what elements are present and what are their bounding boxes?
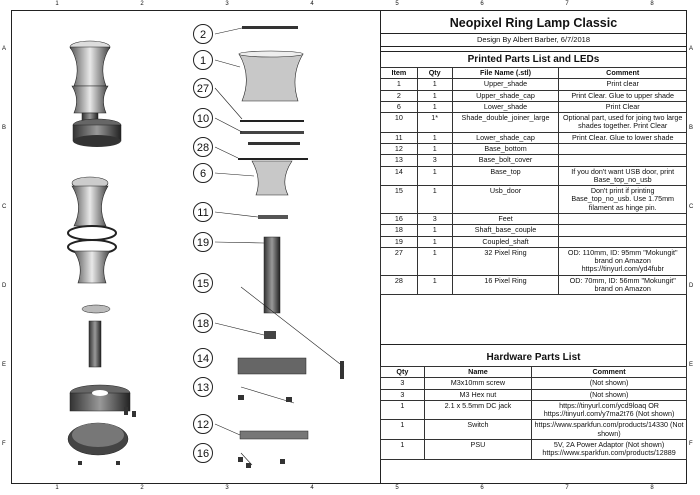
ruler-row: D xyxy=(689,283,694,289)
table-row xyxy=(381,166,687,186)
exploded-lamp xyxy=(68,177,136,465)
column-ruler-top xyxy=(11,0,687,10)
document-title: Neopixel Ring Lamp Classic xyxy=(449,16,618,30)
table-cell: Lower_shade_cap xyxy=(452,132,559,143)
table-cell: https://www.sparkfun.com/products/14330 (Not shown) xyxy=(532,420,687,440)
table-cell: 13 xyxy=(381,155,418,166)
table-cell: Don't print if printing Base_top_no_usb. Use 1.75mm filament as hinge pin. xyxy=(559,186,687,214)
table-cell: Print Clear. Glue to upper shade xyxy=(559,90,687,101)
table-cell: 14 xyxy=(381,166,418,186)
ruler-row: E xyxy=(689,362,694,368)
table-cell: Switch xyxy=(424,420,531,440)
table-cell: Base_bottom xyxy=(452,143,559,154)
row-ruler-left xyxy=(0,10,11,484)
ruler-col: 3 xyxy=(225,1,229,7)
table-cell: (Not shown) xyxy=(532,378,687,389)
table-cell: Print clear xyxy=(559,79,687,90)
ruler-row: D xyxy=(2,283,7,289)
ruler-col: 1 xyxy=(55,1,59,7)
table-row xyxy=(381,378,687,389)
ruler-row: C xyxy=(689,204,694,210)
table-cell: Lower_shade xyxy=(452,101,559,112)
table-cell: (Not shown) xyxy=(532,389,687,400)
callout-10: 10 xyxy=(193,108,213,128)
table-cell: 1 xyxy=(417,143,452,154)
ruler-row: B xyxy=(689,125,694,131)
table-cell: 6 xyxy=(381,101,418,112)
hardware-parts-heading: Hardware Parts List xyxy=(486,352,581,363)
table-cell: 27 xyxy=(381,247,418,275)
table-cell: OD: 110mm, ID: 95mm "Mokungit" brand on Amazon https://tinyurl.com/yd4fubr xyxy=(559,247,687,275)
table-header-row xyxy=(381,367,687,378)
ruler-row: A xyxy=(689,46,694,52)
ruler-col: 2 xyxy=(140,485,144,491)
callout-12: 12 xyxy=(193,414,213,434)
callout-16: 16 xyxy=(193,443,213,463)
table-row xyxy=(381,439,687,459)
table-cell: Upper_shade xyxy=(452,79,559,90)
table-cell: Coupled_shaft xyxy=(452,236,559,247)
callout-1: 1 xyxy=(193,50,213,70)
table-row xyxy=(381,213,687,224)
table-cell: 1 xyxy=(381,439,425,459)
table-cell: 1 xyxy=(417,90,452,101)
table-cell: 16 Pixel Ring xyxy=(452,275,559,295)
parts-column xyxy=(238,26,344,468)
table-cell: Usb_door xyxy=(452,186,559,214)
ruler-row: E xyxy=(2,362,7,368)
table-cell: 32 Pixel Ring xyxy=(452,247,559,275)
ruler-col: 6 xyxy=(480,1,484,7)
table-cell: If you don't want USB door, print Base_top_no_usb xyxy=(559,166,687,186)
callout-27: 27 xyxy=(193,78,213,98)
ruler-row: A xyxy=(2,46,7,52)
table-cell xyxy=(559,225,687,236)
ruler-col: 8 xyxy=(650,1,654,7)
table-cell: 19 xyxy=(381,236,418,247)
col-header: Item xyxy=(381,68,418,79)
callout-2: 2 xyxy=(193,24,213,44)
divider xyxy=(380,344,687,345)
document-subtitle: Design By Albert Barber, 6/7/2018 xyxy=(477,35,590,44)
table-cell: 2.1 x 5.5mm DC jack xyxy=(424,400,531,420)
table-row xyxy=(381,113,687,133)
ruler-row: B xyxy=(2,125,7,131)
ruler-col: 4 xyxy=(310,485,314,491)
table-cell: M3 Hex nut xyxy=(424,389,531,400)
callout-6: 6 xyxy=(193,163,213,183)
table-cell: 10 xyxy=(381,113,418,133)
table-cell: 12 xyxy=(381,143,418,154)
table-cell xyxy=(559,143,687,154)
table-row xyxy=(381,275,687,295)
table-row xyxy=(381,79,687,90)
callout-13: 13 xyxy=(193,377,213,397)
table-cell: 1 xyxy=(417,275,452,295)
callout-18: 18 xyxy=(193,313,213,333)
ruler-col: 6 xyxy=(480,485,484,491)
divider xyxy=(380,33,687,34)
callout-28: 28 xyxy=(193,137,213,157)
ruler-row: F xyxy=(689,441,693,447)
table-header-row xyxy=(381,68,687,79)
col-header: File Name (.stl) xyxy=(452,68,559,79)
table-cell: 15 xyxy=(381,186,418,214)
printed-parts-heading: Printed Parts List and LEDs xyxy=(467,54,600,65)
table-cell: Base_top xyxy=(452,166,559,186)
hardware-parts-table xyxy=(380,366,687,460)
table-cell: 1 xyxy=(417,236,452,247)
ruler-col: 7 xyxy=(565,1,569,7)
table-cell: Optional part, used for joing two large shades together. Print Clear xyxy=(559,113,687,133)
ruler-col: 5 xyxy=(395,1,399,7)
printed-parts-table xyxy=(380,67,687,295)
table-cell: 1 xyxy=(417,166,452,186)
table-row xyxy=(381,420,687,440)
table-row xyxy=(381,132,687,143)
table-cell: Upper_shade_cap xyxy=(452,90,559,101)
table-row xyxy=(381,186,687,214)
ruler-row: C xyxy=(2,204,7,210)
table-cell: 28 xyxy=(381,275,418,295)
ruler-col: 2 xyxy=(140,1,144,7)
table-cell: Shade_double_joiner_large xyxy=(452,113,559,133)
table-cell: 3 xyxy=(417,155,452,166)
table-cell: Print Clear xyxy=(559,101,687,112)
table-cell: 18 xyxy=(381,225,418,236)
table-cell: Print Clear. Glue to lower shade xyxy=(559,132,687,143)
column-ruler-bottom xyxy=(11,484,687,494)
callout-11: 11 xyxy=(193,202,213,222)
table-row xyxy=(381,225,687,236)
table-cell xyxy=(559,213,687,224)
table-row xyxy=(381,400,687,420)
table-row xyxy=(381,143,687,154)
col-header: Comment xyxy=(559,68,687,79)
col-header: Comment xyxy=(532,367,687,378)
table-cell: 11 xyxy=(381,132,418,143)
table-cell: 1 xyxy=(417,186,452,214)
table-cell: 5V, 2A Power Adaptor (Not shown) https://www.sparkfun.com/products/12889 xyxy=(532,439,687,459)
table-cell: 1 xyxy=(417,79,452,90)
table-cell: 3 xyxy=(417,213,452,224)
table-row xyxy=(381,236,687,247)
table-cell: PSU xyxy=(424,439,531,459)
callout-14: 14 xyxy=(193,348,213,368)
table-cell: 3 xyxy=(381,389,425,400)
table-cell: 16 xyxy=(381,213,418,224)
ruler-row: F xyxy=(2,441,6,447)
table-cell: 2 xyxy=(381,90,418,101)
table-row xyxy=(381,155,687,166)
table-row xyxy=(381,101,687,112)
col-header: Qty xyxy=(417,68,452,79)
table-cell: 3 xyxy=(381,378,425,389)
ruler-col: 3 xyxy=(225,485,229,491)
table-row xyxy=(381,90,687,101)
table-cell: 1 xyxy=(381,79,418,90)
table-row xyxy=(381,247,687,275)
table-cell: 1 xyxy=(417,101,452,112)
table-cell: Base_bolt_cover xyxy=(452,155,559,166)
table-row xyxy=(381,389,687,400)
ruler-col: 1 xyxy=(55,485,59,491)
ruler-col: 8 xyxy=(650,485,654,491)
table-cell xyxy=(559,236,687,247)
ruler-col: 7 xyxy=(565,485,569,491)
table-cell: 1 xyxy=(417,247,452,275)
divider xyxy=(380,51,687,52)
table-cell: https://tinyurl.com/ycd9loaq OR https://tinyurl.com/y7ma2t76 (Not shown) xyxy=(532,400,687,420)
callout-19: 19 xyxy=(193,232,213,252)
table-cell: 1 xyxy=(381,420,425,440)
table-cell: OD: 70mm, ID: 56mm "Mokungit" brand on Amazon xyxy=(559,275,687,295)
callout-15: 15 xyxy=(193,273,213,293)
table-cell: 1 xyxy=(417,132,452,143)
table-cell xyxy=(559,155,687,166)
ruler-col: 5 xyxy=(395,485,399,491)
table-cell: 1* xyxy=(417,113,452,133)
col-header: Name xyxy=(424,367,531,378)
table-cell: Shaft_base_couple xyxy=(452,225,559,236)
table-cell: 1 xyxy=(417,225,452,236)
table-cell: Feet xyxy=(452,213,559,224)
col-header: Qty xyxy=(381,367,425,378)
assembled-lamp xyxy=(70,41,121,147)
row-ruler-right xyxy=(687,10,698,484)
table-cell: 1 xyxy=(381,400,425,420)
divider xyxy=(380,46,687,47)
table-cell: M3x10mm screw xyxy=(424,378,531,389)
ruler-col: 4 xyxy=(310,1,314,7)
